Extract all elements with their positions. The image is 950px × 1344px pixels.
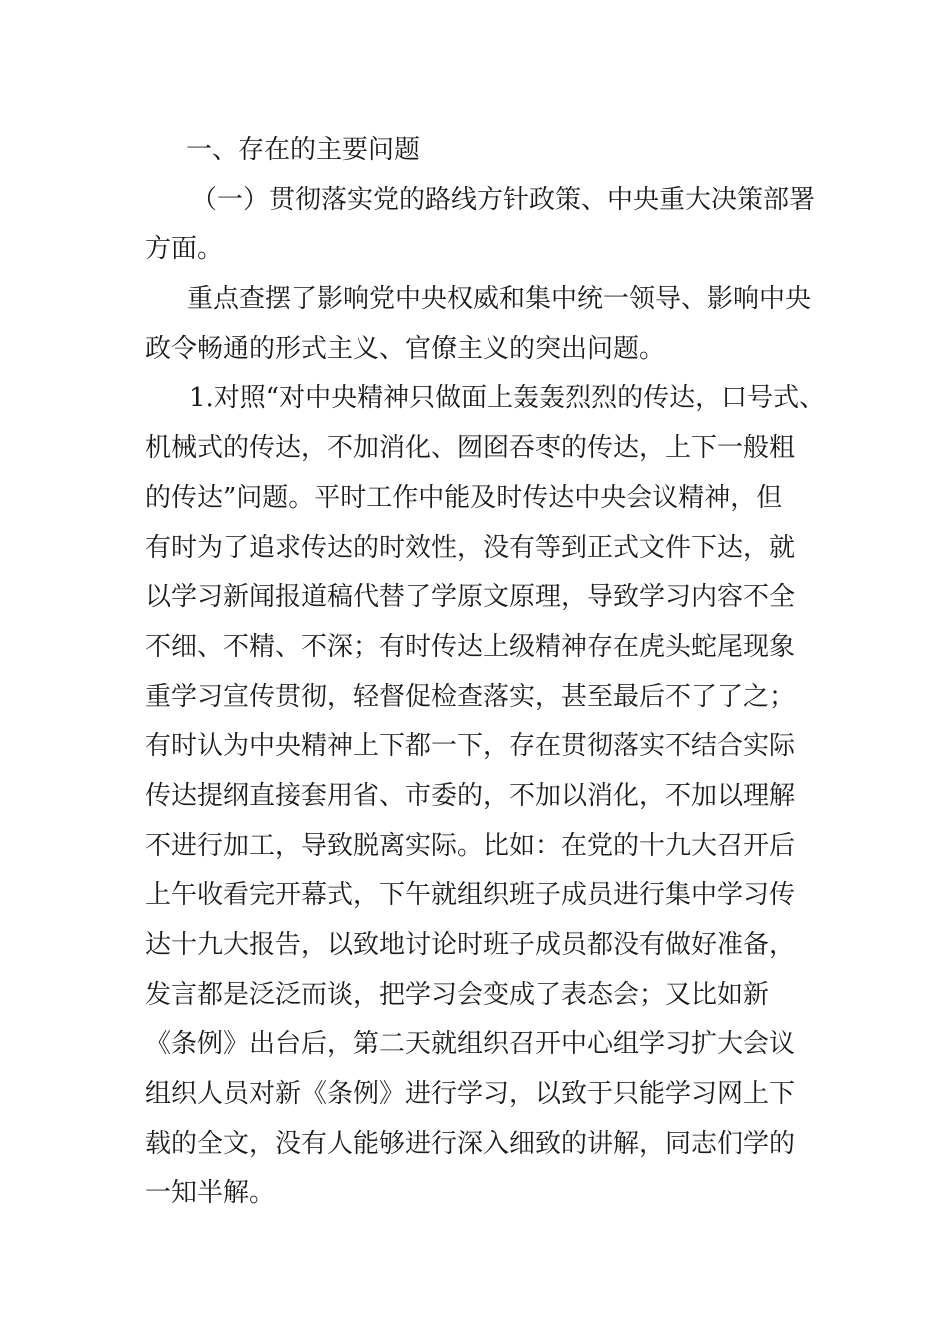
paragraph-line: 机械式的传达，不加消化、囫囵吞枣的传达，上下一般粗 [145, 433, 796, 464]
paragraph-line: 发言都是泛泛而谈，把学习会变成了表态会；又比如新 [145, 979, 770, 1010]
paragraph-line: 政令畅通的形式主义、官僚主义的突出问题。 [145, 333, 666, 364]
intro-paragraph [145, 275, 815, 374]
paragraph-line: 以学习新闻报道稿代替了学原文原理，导致学习内容不全 [145, 582, 796, 613]
paragraph-line: 1.对照“对中央精神只做面上轰轰烈烈的传达，口号式、 [189, 383, 826, 414]
paragraph-line: 载的全文，没有人能够进行深入细致的讲解，同志们学的 [145, 1128, 796, 1159]
paragraph-line: 上午收看完开幕式，下午就组织班子成员进行集中学习传 [145, 880, 796, 911]
paragraph-line: 的传达”问题。平时工作中能及时传达中央会议精神，但 [145, 482, 783, 513]
subsection-heading [145, 176, 815, 275]
paragraph-line: 有时认为中央精神上下都一下，存在贯彻落实不结合实际 [145, 731, 796, 762]
paragraph-line: 《条例》出台后，第二天就组织召开中心组学习扩大会议 [145, 1029, 796, 1060]
paragraph-line: 传达提纲直接套用省、市委的，不加以消化，不加以理解 [145, 780, 796, 811]
paragraph-line: 一知半解。 [145, 1178, 276, 1209]
paragraph-line: 重点查摆了影响党中央权威和集中统一领导、影响中央 [187, 284, 812, 315]
subsection-heading-line: 方面。 [145, 234, 224, 265]
paragraph-line: 组织人员对新《条例》进行学习，以致于只能学习网上下 [145, 1079, 796, 1110]
subsection-heading-line: （一）贯彻落实党的路线方针政策、中央重大决策部署 [191, 184, 816, 215]
paragraph-line: 不进行加工，导致脱离实际。比如：在党的十九大召开后 [145, 830, 796, 861]
item-1-paragraph [145, 374, 826, 1219]
paragraph-line: 不细、不精、不深；有时传达上级精神存在虎头蛇尾现象 [145, 631, 796, 662]
paragraph-line: 有时为了追求传达的时效性，没有等到正式文件下达，就 [145, 532, 796, 563]
section-heading: 一、存在的主要问题 [186, 135, 421, 165]
paragraph-line: 达十九大报告，以致地讨论时班子成员都没有做好准备， [145, 930, 796, 960]
document-body [145, 126, 826, 1219]
paragraph-line: 重学习宣传贯彻，轻督促检查落实，甚至最后不了了之； [145, 681, 796, 712]
